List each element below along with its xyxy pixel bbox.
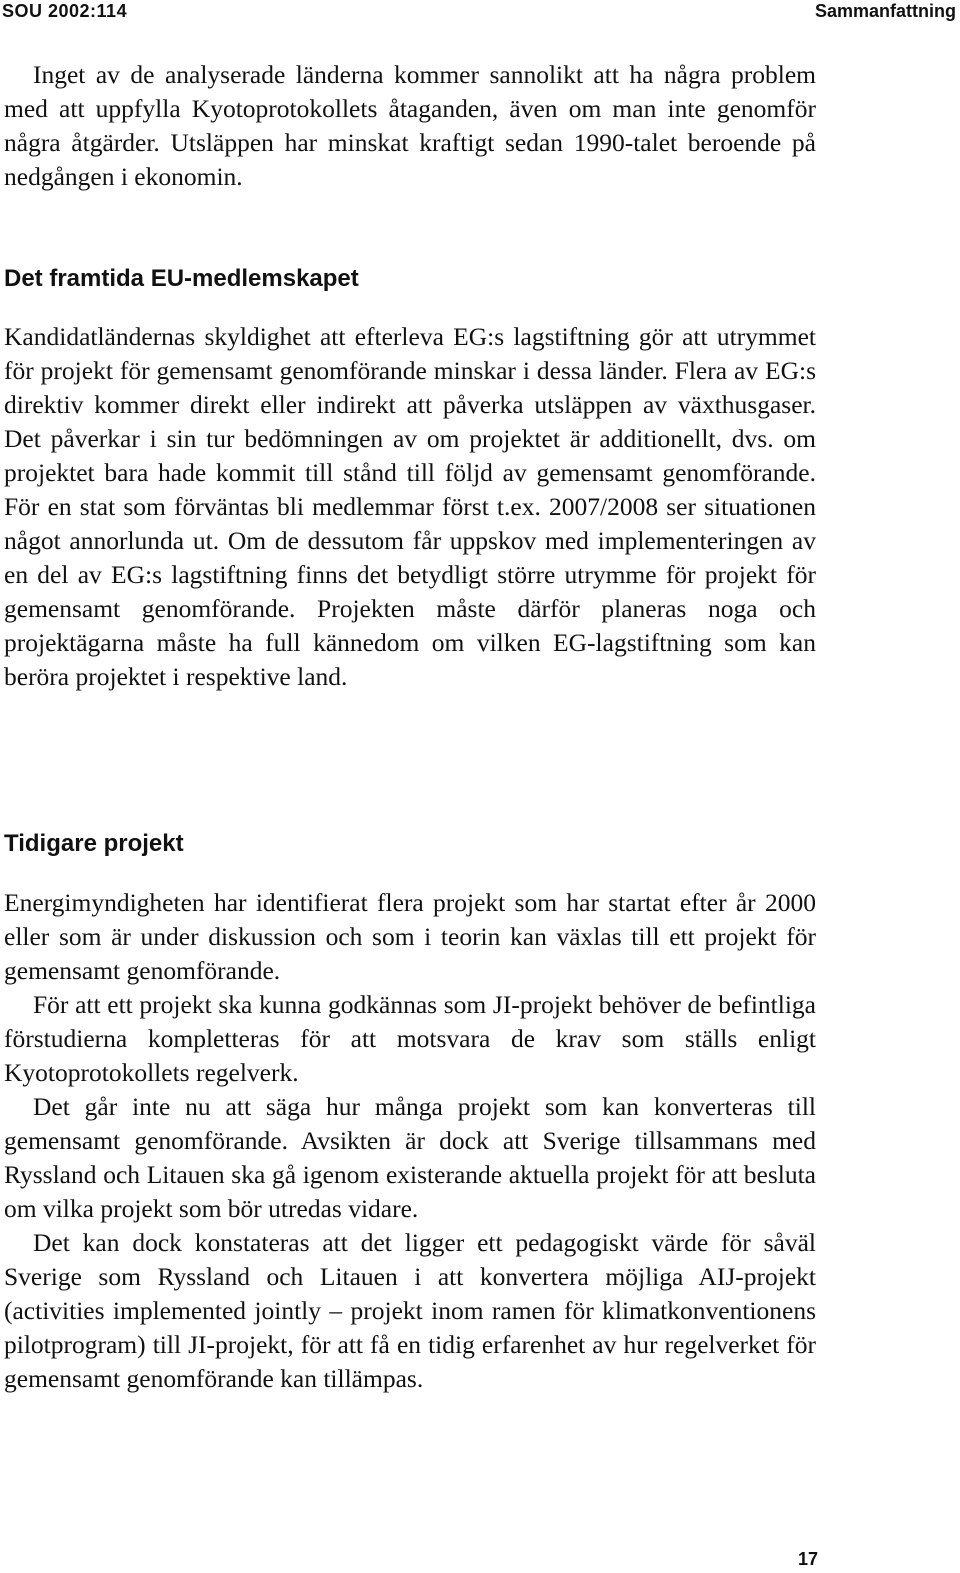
intro-paragraph: Inget av de analyserade länderna kommer sannolikt att ha några problem med att uppfylla Kyotoprotokollets åtaganden, även om man inte genomför några åtgärder. Utsläppen har minskat kraftigt sedan 1990-talet beroende på nedgången i ekonomin. xyxy=(4,60,816,191)
eu-membership-section xyxy=(4,320,816,694)
page-number: 17 xyxy=(797,1549,818,1569)
section-heading-eu-membership: Det framtida EU-medlemskapet xyxy=(4,265,359,292)
previous-projects-paragraph-4: Det kan dock konstateras att det ligger ett pedagogiskt värde för såväl Sverige som Ryssland och Litauen i att konvertera möjliga AIJ-projekt (activities implemented jointly – projekt inom ramen för klimatkonventionens pilotprogram) till JI-projekt, för att få en tidig erfarenhet av hur regelverket för gemensamt genomförande kan tillämpas. xyxy=(4,1228,816,1393)
running-header-left: SOU 2002:114 xyxy=(2,1,128,21)
previous-projects-paragraph-1: Energimyndigheten har identifierat flera projekt som har startat efter år 2000 eller som är under diskussion och som i teorin kan växlas till ett projekt för gemensamt genomförande. xyxy=(4,888,816,985)
intro-section xyxy=(4,58,816,194)
eu-paragraph: Kandidatländernas skyldighet att efterleva EG:s lagstiftning gör att utrymmet för projekt för gemensamt genomförande minskar i dessa länder. Flera av EG:s direktiv kommer direkt eller indirekt att påverka utsläppen av växthusgaser. Det påverkar i sin tur bedömningen av om projektet är additionellt, dvs. om projektet bara hade kommit till stånd till följd av gemensamt genomförande. För en stat som förväntas bli medlemmar först t.ex. 2007/2008 ser situationen något annorlunda ut. Om de dessutom får uppskov med implementeringen av en del av EG:s lagstiftning finns det betydligt större utrymme för projekt för gemensamt genomförande. Projekten måste därför planeras noga och projektägarna måste ha full kännedom om vilken EG-lagstiftning som kan beröra projektet i respektive land. xyxy=(4,322,816,691)
previous-projects-section xyxy=(4,886,816,1396)
previous-projects-paragraph-2: För att ett projekt ska kunna godkännas som JI-projekt behöver de befintliga förstudierna kompletteras för att motsvara de krav som ställs enligt Kyotoprotokollets regelverk. xyxy=(4,990,816,1087)
section-heading-previous-projects: Tidigare projekt xyxy=(4,830,184,857)
running-header-right: Sammanfattning xyxy=(814,1,956,21)
previous-projects-paragraph-3: Det går inte nu att säga hur många projekt som kan konverteras till gemensamt genomförande. Avsikten är dock att Sverige tillsammans med Ryssland och Litauen ska gå igenom existerande aktuella projekt för att besluta om vilka projekt som bör utredas vidare. xyxy=(4,1092,816,1223)
